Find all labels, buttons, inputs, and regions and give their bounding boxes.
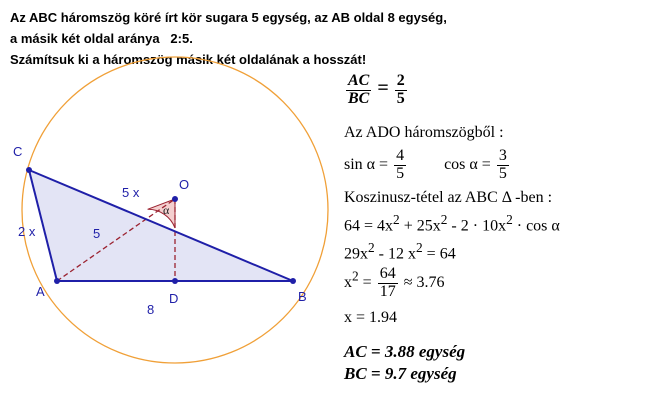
point-d: [172, 278, 178, 284]
cos-lhs: cos α =: [444, 155, 491, 173]
ratio-denominator: BC: [348, 89, 370, 107]
ratio-value-denominator: 5: [396, 89, 405, 107]
problem-line-3: Számítsuk ki a háromszög másik két oldalának a hosszát!: [10, 52, 367, 67]
equation-1: $64 = 4x^2 + 25x^2 - 2 \cdot 10x^2 \cdot \cos \alpha$: [344, 212, 560, 235]
ratio-value-numerator: 2: [396, 72, 405, 89]
label-o: O: [179, 177, 190, 192]
cos-numerator: 3: [498, 147, 507, 164]
result-bc: BC = 9.7 egység: [344, 364, 457, 383]
point-o: [172, 196, 178, 202]
label-radius: 5: [93, 226, 101, 241]
x2-numerator: 64: [379, 265, 396, 282]
equation-2: $29x^2 - 12$ $x^2 = 64$: [344, 240, 456, 263]
sin-cos-line: [344, 148, 511, 183]
ado-triangle-line: Az ADO háromszögből :: [344, 124, 504, 141]
label-a: A: [36, 284, 45, 299]
sin-denominator: 5: [396, 164, 405, 182]
result-ac: AC = 3.88 egység: [344, 342, 466, 361]
ratio-equation: [344, 73, 409, 108]
point-b: [290, 278, 296, 284]
x2-denominator: 17: [379, 282, 396, 300]
point-a: [54, 278, 60, 284]
label-d: D: [169, 291, 179, 306]
x-value-line: x = 1.94: [344, 309, 398, 326]
cosine-rule-line: Koszinusz-tétel az ABC Δ -ben :: [344, 189, 553, 206]
point-c: [26, 167, 32, 173]
sin-numerator: 4: [396, 147, 405, 164]
label-b: B: [298, 289, 307, 304]
label-c: C: [13, 144, 23, 159]
x2-approx: ≈ 3.76: [403, 273, 445, 291]
ratio-equals: =: [377, 76, 389, 99]
label-angle-alpha: α: [163, 203, 170, 217]
label-side-cb: 5 x: [122, 185, 140, 200]
ratio-numerator: AC: [348, 72, 370, 89]
label-side-ca: 2 x: [18, 224, 36, 239]
problem-line-2: a másik két oldal aránya 2:5.: [10, 31, 193, 46]
problem-line-1: Az ABC háromszög köré írt kör sugara 5 egység, az AB oldal 8 egység,: [10, 10, 447, 25]
cos-denominator: 5: [498, 164, 507, 182]
label-ab-length: 8: [147, 302, 155, 317]
x-squared-line: $x^2$ = $\frac{64}{17}$ ≈ 3.76: [344, 265, 445, 300]
sin-lhs: sin α =: [344, 155, 389, 173]
